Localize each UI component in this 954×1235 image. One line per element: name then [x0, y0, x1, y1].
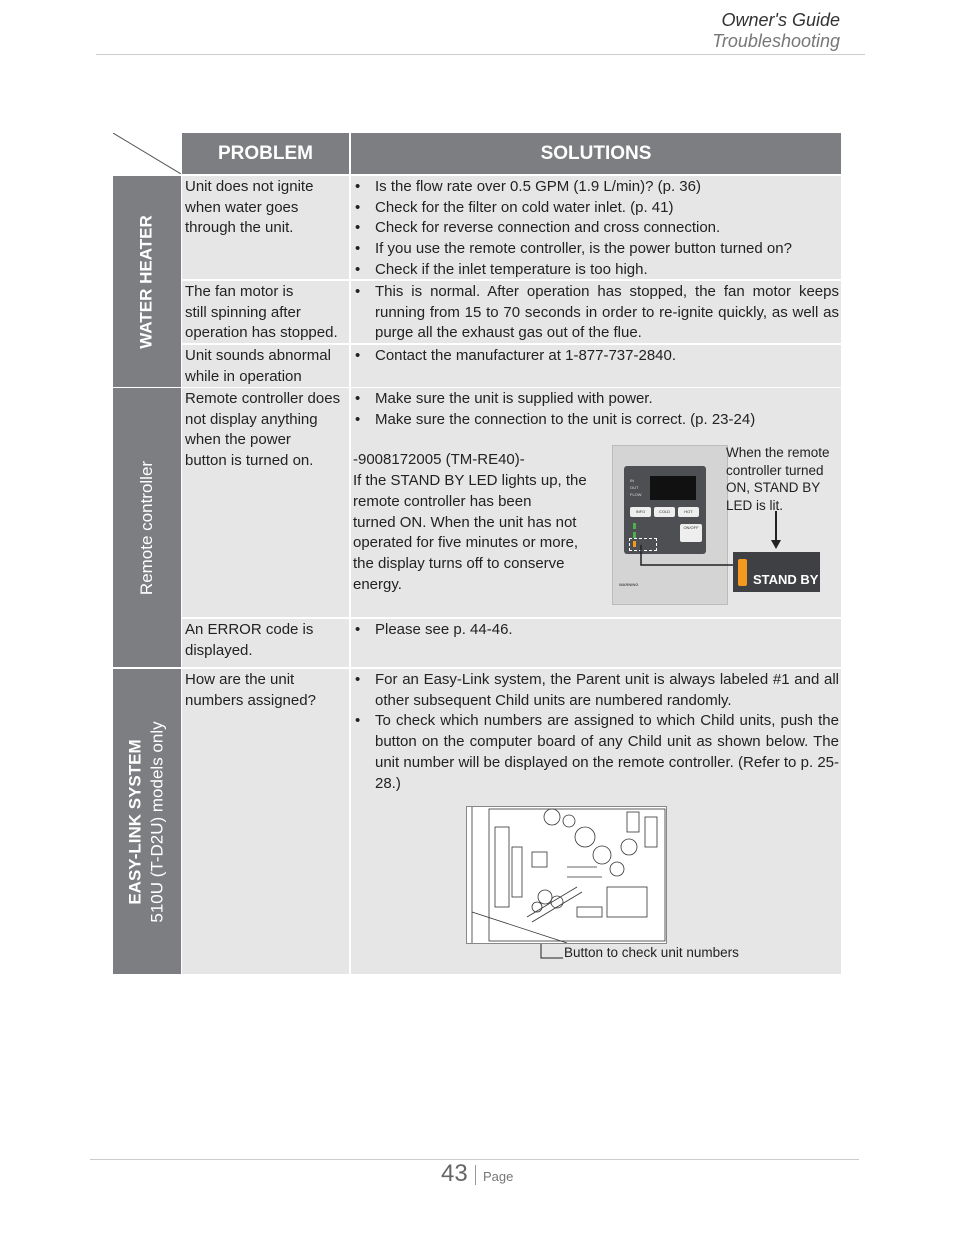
- page-separator: [475, 1165, 476, 1185]
- section-remote-controller-label: Remote controller: [137, 460, 157, 595]
- standby-label: STAND BY: [753, 572, 819, 587]
- footer-divider: [90, 1159, 859, 1160]
- page-number: 43: [441, 1160, 468, 1187]
- on-off-button: ON/OFF: [680, 524, 702, 542]
- cold-button: COLD: [654, 507, 675, 517]
- info-button: INFO: [630, 507, 651, 517]
- board-caption: Button to check unit numbers: [564, 945, 739, 960]
- warning-text: WARNING: [619, 582, 639, 587]
- problem-cell: The fan motor is still spinning after operation has stopped.: [182, 281, 349, 343]
- problem-cell: Unit does not ignite when water goes through the unit.: [182, 176, 349, 279]
- problem-cell: Unit sounds abnormal while in operation: [182, 345, 349, 387]
- problem-cell: An ERROR code is displayed.: [182, 619, 349, 667]
- solution-item: • Make sure the unit is supplied with power.: [353, 389, 839, 410]
- solution-item: • Check for reverse connection and cross connection.: [353, 218, 839, 239]
- model-note: -9008172005 (TM-RE40)- If the STAND BY LED lights up, the remote controller has been turned ON. When the unit has not operated for five minutes or more, the display turns off to conserve energy.: [353, 451, 587, 593]
- easy-link-line2: 510U (T-D2U) models only: [148, 720, 167, 923]
- problem-cell: How are the unit numbers assigned?: [182, 669, 349, 974]
- standby-callout: When the remote controller turned ON, STAND BY LED is lit.: [726, 445, 830, 513]
- section-title: Troubleshooting: [712, 31, 840, 51]
- solution-item: • Check if the inlet temperature is too high.: [353, 260, 839, 281]
- page-label: Page: [483, 1169, 514, 1184]
- section-water-heater-label: WATER HEATER: [137, 214, 157, 349]
- solution-item: • Check for the filter on cold water inlet. (p. 41): [353, 198, 839, 219]
- remote-in-label: IN: [630, 478, 634, 483]
- solution-item: • This is normal. After operation has stopped, the fan motor keeps running from 15 to 70 seconds in order to re-ignite quickly, as well as purge all the exhaust gas out of the flue.: [353, 282, 839, 344]
- solution-item: • Contact the manufacturer at 1-877-737-2840.: [353, 346, 839, 367]
- remote-flow-label: FLOW: [630, 492, 642, 497]
- hot-button: HOT: [678, 507, 699, 517]
- standby-led-closeup: [733, 552, 820, 592]
- solution-item: • Make sure the connection to the unit is correct. (p. 23-24): [353, 410, 839, 431]
- guide-title: Owner's Guide: [721, 10, 840, 30]
- problem-cell: Remote controller does not display anything when the power button is turned on.: [182, 388, 349, 617]
- solution-item: • Please see p. 44-46.: [353, 620, 839, 641]
- solution-item: • If you use the remote controller, is the power button turned on?: [353, 239, 839, 260]
- solution-item: • Is the flow rate over 0.5 GPM (1.9 L/min)? (p. 36): [353, 177, 839, 198]
- solutions-header: SOLUTIONS: [351, 133, 841, 174]
- problem-header: PROBLEM: [182, 133, 349, 174]
- remote-out-label: OUT: [630, 485, 639, 490]
- standby-led-icon: [738, 559, 747, 586]
- easy-link-line1: EASY-LINK SYSTEM: [126, 738, 145, 905]
- computer-board-image: [466, 806, 667, 944]
- solution-item: • For an Easy-Link system, the Parent unit is always labeled #1 and all other subsequent Child units are numbered randomly.: [353, 670, 839, 711]
- solution-item: • To check which numbers are assigned to which Child units, push the button on the computer board of any Child unit as shown below. The unit number will be displayed on the remote controller. (Refer to p. 25-28.): [353, 711, 839, 794]
- circuit-board-drawing: [467, 807, 666, 943]
